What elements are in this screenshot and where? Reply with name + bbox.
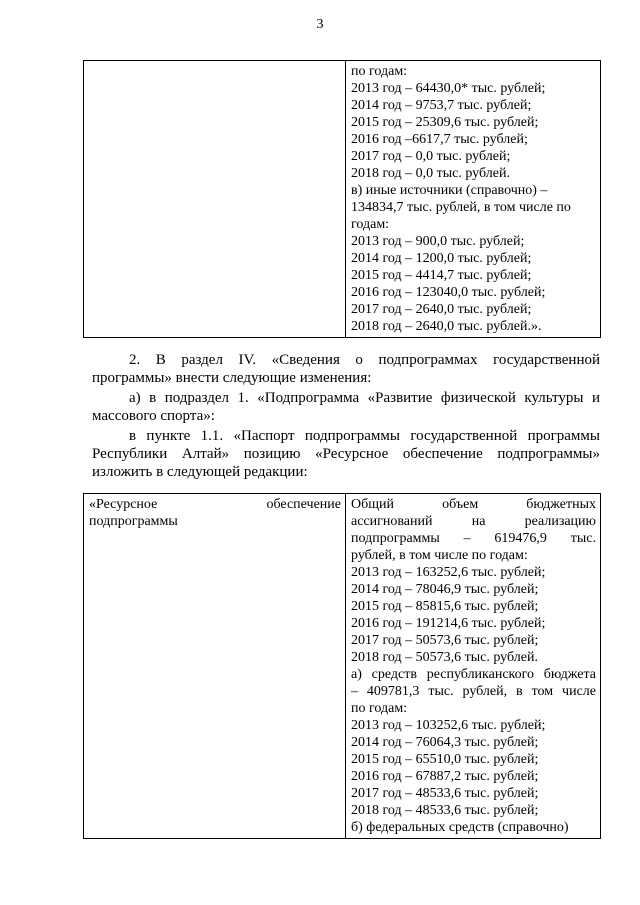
passport-table [83, 493, 601, 839]
table-row [84, 61, 601, 338]
table-row [84, 494, 601, 839]
text-line: Общий объем бюджетных [351, 497, 596, 512]
text-line: 2018 год – 2640,0 тыс. рублей.». [351, 319, 542, 334]
amendment-paragraph-1 [92, 351, 600, 387]
text-line: 2018 год – 50573,6 тыс. рублей. [351, 650, 538, 665]
text-line: 2014 год – 1200,0 тыс. рублей; [351, 251, 532, 266]
amendment-paragraph-2 [92, 389, 600, 425]
text-line: 2014 год – 9753,7 тыс. рублей; [351, 98, 532, 113]
paragraph-line: программы» внести следующие изменения: [92, 370, 372, 386]
text-line: рублей, в том числе по годам: [351, 548, 528, 563]
table-continuation [83, 60, 601, 338]
paragraph-line: Республики Алтай» позицию «Ресурсное обеспечение подпрограммы» [92, 446, 600, 462]
paragraph-line: 2. В раздел IV. «Сведения о подпрограммах государственной [129, 352, 600, 368]
text-line: 2013 год – 64430,0* тыс. рублей; [351, 81, 546, 96]
text-line: по годам: [351, 64, 408, 79]
text-line: годам: [351, 217, 390, 232]
label-line: подпрограммы [89, 514, 178, 529]
table-cell-empty [84, 61, 346, 338]
text-line: б) федеральных средств (справочно) [351, 820, 569, 835]
text-line: 2015 год – 4414,7 тыс. рублей; [351, 268, 532, 283]
text-line: 134834,7 тыс. рублей, в том числе по [351, 200, 571, 215]
text-line: 2018 год – 0,0 тыс. рублей. [351, 166, 510, 181]
text-line: – 409781,3 тыс. рублей, в том числе [351, 684, 596, 699]
text-line: 2016 год – 191214,6 тыс. рублей; [351, 616, 546, 631]
text-line: 2015 год – 85815,6 тыс. рублей; [351, 599, 539, 614]
text-line: 2016 год –6617,7 тыс. рублей; [351, 132, 528, 147]
label-line: «Ресурсное обеспечение [89, 497, 341, 512]
paragraph-line: в пункте 1.1. «Паспорт подпрограммы государственной программы [129, 428, 600, 444]
paragraph-line: изложить в следующей редакции: [92, 464, 308, 480]
text-line: 2013 год – 163252,6 тыс. рублей; [351, 565, 546, 580]
amendment-paragraph-3 [92, 427, 600, 481]
table-cell-label [84, 494, 346, 839]
paragraph-line: массового спорта»: [92, 408, 215, 424]
text-line: 2017 год – 48533,6 тыс. рублей; [351, 786, 539, 801]
text-line: подпрограммы – 619476,9 тыс. [351, 531, 596, 546]
table-cell-funding [346, 494, 601, 839]
page-number: 3 [316, 17, 324, 32]
text-line: по годам: [351, 701, 408, 716]
text-line: в) иные источники (справочно) – [351, 183, 548, 198]
text-line: 2016 год – 67887,2 тыс. рублей; [351, 769, 539, 784]
text-line: 2017 год – 0,0 тыс. рублей; [351, 149, 511, 164]
text-line: 2018 год – 48533,6 тыс. рублей; [351, 803, 539, 818]
text-line: 2013 год – 900,0 тыс. рублей; [351, 234, 525, 249]
text-line: 2014 год – 78046,9 тыс. рублей; [351, 582, 539, 597]
paragraph-line: а) в подраздел 1. «Подпрограмма «Развитие физической культуры и [129, 390, 600, 406]
text-line: 2017 год – 50573,6 тыс. рублей; [351, 633, 539, 648]
text-line: 2014 год – 76064,3 тыс. рублей; [351, 735, 539, 750]
text-line: 2013 год – 103252,6 тыс. рублей; [351, 718, 546, 733]
text-line: 2016 год – 123040,0 тыс. рублей; [351, 285, 546, 300]
text-line: 2017 год – 2640,0 тыс. рублей; [351, 302, 532, 317]
text-line: 2015 год – 65510,0 тыс. рублей; [351, 752, 539, 767]
text-line: ассигнований на реализацию [351, 514, 596, 529]
table-cell-funding [346, 61, 601, 338]
text-line: 2015 год – 25309,6 тыс. рублей; [351, 115, 539, 130]
text-line: а) средств республиканского бюджета [351, 667, 596, 682]
